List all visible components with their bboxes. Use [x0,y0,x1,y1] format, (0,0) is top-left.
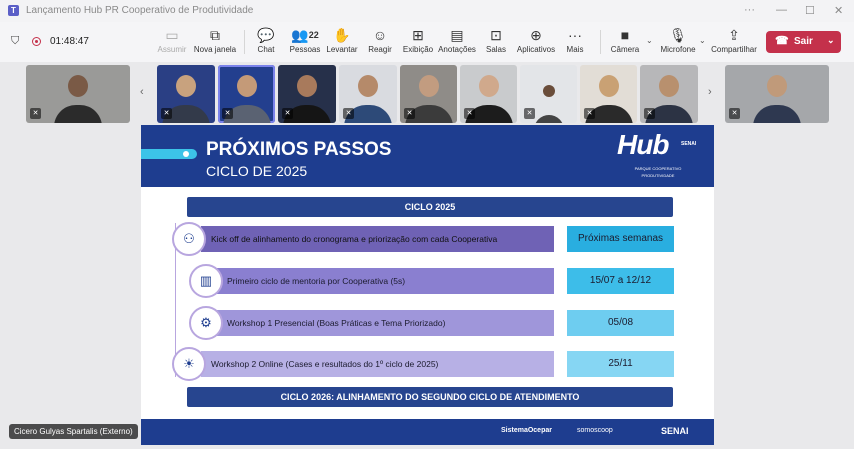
slide-footer [141,419,714,445]
mic-off-icon: ✕ [524,108,535,119]
participant-tile[interactable] [460,65,517,123]
microfone-button[interactable]: 🎙 Microfone [657,25,699,59]
mic-off-icon: 🎙 [669,27,687,43]
window-more-icon[interactable]: ··· [744,4,755,16]
mic-off-icon: ✕ [161,108,172,119]
lightbulb-icon: ☀ [172,347,206,381]
step-3-text: Workshop 1 Presencial (Boas Práticas e Tema Priorizado) [201,310,554,336]
shield-icon[interactable]: ⛉ [11,35,20,47]
teams-logo-icon: T [8,5,19,16]
participant-avatar [358,75,378,97]
hub-logo-tagline: PARQUE COOPERATIVO PRODUTIVIDADE [634,166,682,178]
chart-icon: ▥ [189,264,223,298]
mic-off-icon: ✕ [343,108,354,119]
take-control-icon: ▭ [165,27,179,43]
slide-subtitle: CICLO DE 2025 [206,163,308,179]
step-3-date: 05/08 [567,310,674,336]
assumir-button[interactable]: ▭ Assumir [152,25,192,59]
mic-off-icon: ✕ [222,108,233,119]
ocepar-logo: SistemaOcepar [501,427,552,434]
participant-avatar [599,75,619,97]
title-bar [0,0,854,22]
scroll-right-icon[interactable]: › [708,86,712,98]
salas-button[interactable]: ⊡ Salas [476,25,516,59]
chat-button[interactable]: 💬 Chat [246,25,286,59]
people-icon: 👥$^{22}$ [291,27,319,43]
mic-options-chevron-icon[interactable]: ⌄ [699,36,706,45]
participant-tile[interactable] [725,65,829,123]
presenter-name-label: Cicero Gulyas Spartalis (Externo) [9,424,138,439]
recording-icon [32,37,41,46]
participant-tile[interactable] [278,65,336,123]
rooms-icon: ⊡ [490,27,502,43]
mic-off-icon: ✕ [644,108,655,119]
somoscoop-logo: somoscoop [577,427,613,434]
mic-off-icon: ✕ [282,108,293,119]
minimize-icon[interactable]: — [776,4,787,16]
notes-icon: ▤ [450,27,464,43]
participant-tile[interactable] [580,65,637,123]
phone-hangup-icon: ☎ [775,35,789,47]
mic-off-icon: ✕ [464,108,475,119]
camera-options-chevron-icon[interactable]: ⌄ [646,36,653,45]
section-header-bar: CICLO 2025 [187,197,673,217]
participant-tile[interactable] [520,65,577,123]
compartilhar-button[interactable]: ⇪ Compartilhar [711,27,757,54]
step-1-date: Próximas semanas [567,226,674,252]
participant-body [54,105,102,123]
header-dot [183,151,189,157]
step-2-text: Primeiro ciclo de mentoria por Cooperativa (5s) [201,268,554,294]
participant-avatar [543,85,555,97]
step-4-text: Workshop 2 Online (Cases e resultados do 1º ciclo de 2025) [201,351,554,377]
people-icon: ⚇ [172,222,206,256]
more-icon: ··· [568,27,582,43]
network-icon: ⚙ [189,306,223,340]
step-2-date: 15/07 a 12/12 [567,268,674,294]
participant-tile[interactable] [157,65,215,123]
step-4-date: 25/11 [567,351,674,377]
mic-off-icon: ✕ [404,108,415,119]
participant-avatar [479,75,499,97]
exibicao-button[interactable]: ⊞ Exibição [398,25,438,59]
participant-avatar [659,75,679,97]
participant-avatar [68,75,88,97]
participant-avatar [767,75,787,97]
slide-title: PRÓXIMOS PASSOS [206,139,392,160]
participant-tile-active[interactable] [218,65,275,123]
meeting-timer: 01:48:47 [50,36,89,47]
participant-body [534,115,564,123]
chat-icon: 💬 [257,27,275,43]
share-screen-icon: ⇪ [728,27,740,43]
participant-tile[interactable] [640,65,698,123]
nova-janela-button[interactable]: ⧉ Nova janela [193,27,237,54]
leave-button[interactable]: ☎ Sair ⌄ [766,31,841,53]
participant-tile[interactable] [400,65,457,123]
reagir-button[interactable]: ☺ Reagir [360,25,400,59]
aplicativos-button[interactable]: ⊕ Aplicativos [514,25,558,59]
camera-button[interactable]: ■ Câmera [605,25,645,59]
close-window-icon[interactable]: ✕ [834,5,844,17]
camera-icon: ■ [620,27,630,43]
hub-logo: Hub [617,129,669,160]
senai-logo: SENAI [661,426,689,436]
pessoas-button[interactable]: 👥$^{22}$ Pessoas [285,25,325,59]
smiley-icon: ☺ [372,27,388,43]
participant-avatar [176,75,196,97]
participant-avatar [237,75,257,97]
scroll-left-icon[interactable]: ‹ [140,86,144,98]
toolbar-divider [600,30,601,54]
leave-chevron-icon[interactable]: ⌄ [827,35,835,45]
participant-avatar [419,75,439,97]
anotacoes-button[interactable]: ▤ Anotações [438,27,476,54]
slide-header [141,125,714,187]
window-title: Lançamento Hub PR Cooperativo de Produtividade [26,5,254,16]
toolbar-divider [244,30,245,54]
participant-body [753,105,801,123]
meeting-toolbar [0,22,854,63]
new-window-icon: ⧉ [210,27,220,43]
add-app-icon: ⊕ [530,27,542,43]
mais-button[interactable]: ··· Mais [555,25,595,59]
maximize-icon[interactable]: ☐ [805,5,815,17]
people-count: 22 [308,30,319,40]
levantar-button[interactable]: ✋ Levantar [322,25,362,59]
participant-avatar [297,75,317,97]
hub-logo-senai: SENAI [681,141,697,147]
raise-hand-icon: ✋ [333,27,351,43]
mic-off-icon: ✕ [729,108,740,119]
participant-tile[interactable] [26,65,130,123]
view-grid-icon: ⊞ [412,27,424,43]
participant-tile[interactable] [339,65,397,123]
shared-slide [141,125,714,445]
step-1-text: Kick off de alinhamento do cronograma e priorização com cada Cooperativa [201,226,554,252]
mic-off-icon: ✕ [30,108,41,119]
footer-cycle-bar: CICLO 2026: ALINHAMENTO DO SEGUNDO CICLO DE ATENDIMENTO [187,387,673,407]
mic-off-icon: ✕ [584,108,595,119]
